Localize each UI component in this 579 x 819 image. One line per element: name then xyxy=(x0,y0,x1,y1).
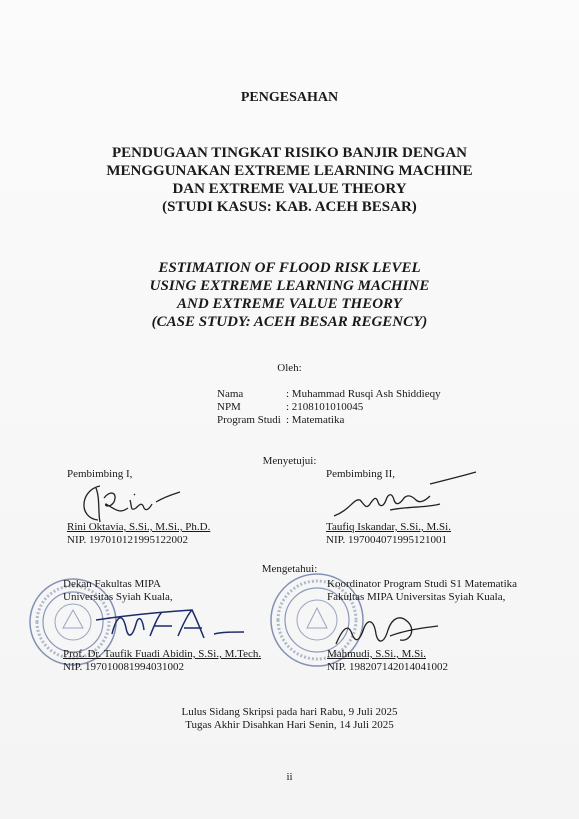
koordinator-nip: NIP. 198207142014041002 xyxy=(327,661,449,673)
pembimbing2-name: Taufiq Iskandar, S.Si., M.Si. xyxy=(326,521,451,533)
koordinator-name: Mahmudi, S.Si., M.Si. xyxy=(327,648,427,660)
mengetahui-label: Mengetahui: xyxy=(261,563,318,575)
author-values xyxy=(286,388,441,427)
title-id-line: PENDUGAAN TINGKAT RISIKO BANJIR DENGAN xyxy=(111,145,468,161)
footer-line1: Lulus Sidang Skripsi pada hari Rabu, 9 Juli 2025 xyxy=(181,706,398,718)
title-en-line: AND EXTREME VALUE THEORY xyxy=(177,296,402,312)
dekan-nip: NIP. 197010081994031002 xyxy=(63,661,185,673)
title-en-line: USING EXTREME LEARNING MACHINE xyxy=(149,278,430,294)
npm-value: : 2108101010045 xyxy=(286,401,364,413)
dekan-role-line1: Dekan Fakultas MIPA xyxy=(63,578,161,590)
pembimbing2-signature xyxy=(330,470,480,525)
page-heading: PENGESAHAN xyxy=(240,90,339,105)
title-id-line: DAN EXTREME VALUE THEORY xyxy=(172,181,407,197)
nama-label: Nama xyxy=(217,388,244,400)
title-en-line: (CASE STUDY: ACEH BESAR REGENCY) xyxy=(151,314,428,330)
author-labels xyxy=(217,388,281,427)
oleh-label: Oleh: xyxy=(277,362,302,374)
nama-value: : Muhammad Rusqi Ash Shiddieqy xyxy=(286,388,441,400)
page-number: ii xyxy=(286,771,293,783)
title-id-line: (STUDI KASUS: KAB. ACEH BESAR) xyxy=(162,199,417,215)
footer-line2: Tugas Akhir Disahkan Hari Senin, 14 Juli 2025 xyxy=(185,719,394,731)
prodi-label: Program Studi xyxy=(217,414,281,426)
koordinator-role-line1: Koordinator Program Studi S1 Matematika xyxy=(327,578,518,590)
thesis-title-indonesian xyxy=(0,144,579,216)
koordinator-signature xyxy=(330,600,450,652)
dekan-signature xyxy=(92,598,252,648)
pembimbing1-nip: NIP. 197010121995122002 xyxy=(67,534,189,546)
pembimbing1-role: Pembimbing I, xyxy=(67,468,133,480)
title-id-line: MENGGUNAKAN EXTREME LEARNING MACHINE xyxy=(106,163,473,179)
menyetujui-label: Menyetujui: xyxy=(262,455,317,467)
pembimbing2-role: Pembimbing II, xyxy=(326,468,396,480)
dekan-name: Prof. Dr. Taufik Fuadi Abidin, S.Si., M.Tech. xyxy=(63,648,262,660)
dekan-role-line2: Universitas Syiah Kuala, xyxy=(63,591,173,603)
title-en-line: ESTIMATION OF FLOOD RISK LEVEL xyxy=(158,260,421,276)
koordinator-role-line2: Fakultas MIPA Universitas Syiah Kuala, xyxy=(327,591,506,603)
pembimbing1-name: Rini Oktavia, S.Si., M.Si., Ph.D. xyxy=(67,521,211,533)
thesis-title-english xyxy=(0,259,579,331)
prodi-value: : Matematika xyxy=(286,414,345,426)
pembimbing2-nip: NIP. 197004071995121001 xyxy=(326,534,448,546)
npm-label: NPM xyxy=(217,401,241,413)
